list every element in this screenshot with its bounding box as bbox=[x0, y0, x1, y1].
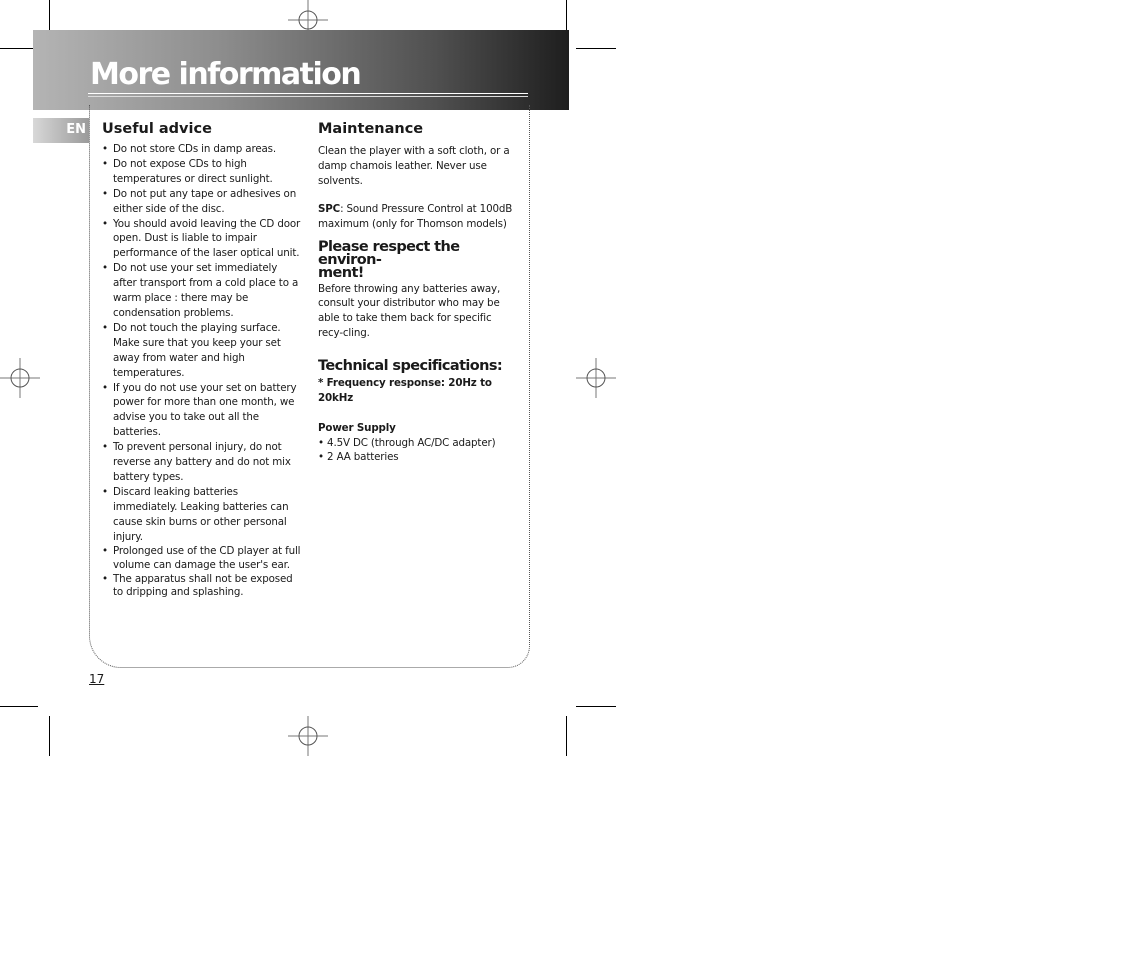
environment-heading-line2: ment! bbox=[318, 264, 364, 281]
power-supply-item: • 4.5V DC (through AC/DC adapter) bbox=[318, 436, 496, 449]
advice-list bbox=[102, 142, 302, 599]
spc-paragraph bbox=[318, 202, 518, 232]
crop-mark bbox=[566, 716, 567, 756]
specs-heading: Technical specifications: bbox=[318, 358, 503, 375]
power-supply-heading: Power Supply bbox=[318, 421, 396, 434]
frequency-response: * Frequency response: 20Hz to 20kHz bbox=[318, 377, 492, 405]
header-banner bbox=[33, 30, 569, 110]
list-item: • Do not use your set immediately after transport from a cold place to a warm place : there may be condensation problems. bbox=[102, 261, 302, 321]
list-item: • Discard leaking batteries immediately. Leaking batteries can cause skin burns or other personal injury. bbox=[102, 485, 302, 545]
spc-label: SPC bbox=[318, 202, 341, 215]
crop-mark bbox=[0, 706, 38, 707]
list-item: • Do not touch the playing surface. Make sure that you keep your set away from water and high temperatures. bbox=[102, 321, 302, 381]
language-tab bbox=[33, 118, 89, 143]
language-label: EN bbox=[66, 122, 86, 137]
list-item: • The apparatus shall not be exposed to dripping and splashing. bbox=[102, 573, 302, 599]
right-column bbox=[318, 120, 518, 464]
useful-advice-heading: Useful advice bbox=[102, 121, 212, 137]
maintenance-heading: Maintenance bbox=[318, 121, 424, 137]
registration-mark-icon bbox=[576, 358, 616, 398]
list-item: • Do not expose CDs to high temperatures or direct sunlight. bbox=[102, 157, 302, 187]
title-underline bbox=[88, 96, 528, 97]
crop-mark bbox=[576, 706, 616, 707]
list-item: • To prevent personal injury, do not reverse any battery and do not mix battery types. bbox=[102, 440, 302, 485]
list-item: • Do not store CDs in damp areas. bbox=[102, 142, 302, 157]
page-number: 17 bbox=[89, 672, 105, 686]
list-item: • You should avoid leaving the CD door open. Dust is liable to impair performance of the laser optical unit. bbox=[102, 217, 302, 262]
maintenance-text: Clean the player with a soft cloth, or a damp chamois leather. Never use solvents. bbox=[318, 145, 510, 187]
useful-advice-section bbox=[102, 120, 302, 599]
spc-text: : Sound Pressure Control at 100dB maximum (only for Thomson models) bbox=[318, 202, 513, 230]
power-supply-item: • 2 AA batteries bbox=[318, 450, 399, 463]
crop-mark bbox=[49, 716, 50, 756]
environment-heading-line1: Please respect the environ- bbox=[318, 238, 460, 268]
list-item: • If you do not use your set on battery power for more than one month, we advise you to take out all the batteries. bbox=[102, 381, 302, 441]
environment-heading bbox=[318, 238, 518, 281]
page-title: More information bbox=[90, 57, 361, 92]
crop-mark bbox=[576, 48, 616, 49]
title-underline bbox=[88, 93, 528, 94]
list-item: • Prolonged use of the CD player at full volume can damage the user's ear. bbox=[102, 545, 302, 571]
environment-text: Before throwing any batteries away, consult your distributor who may be able to take them back for specific recy-cling. bbox=[318, 282, 501, 340]
list-item: • Do not put any tape or adhesives on either side of the disc. bbox=[102, 187, 302, 217]
registration-mark-icon bbox=[0, 358, 40, 398]
registration-mark-icon bbox=[288, 716, 328, 756]
